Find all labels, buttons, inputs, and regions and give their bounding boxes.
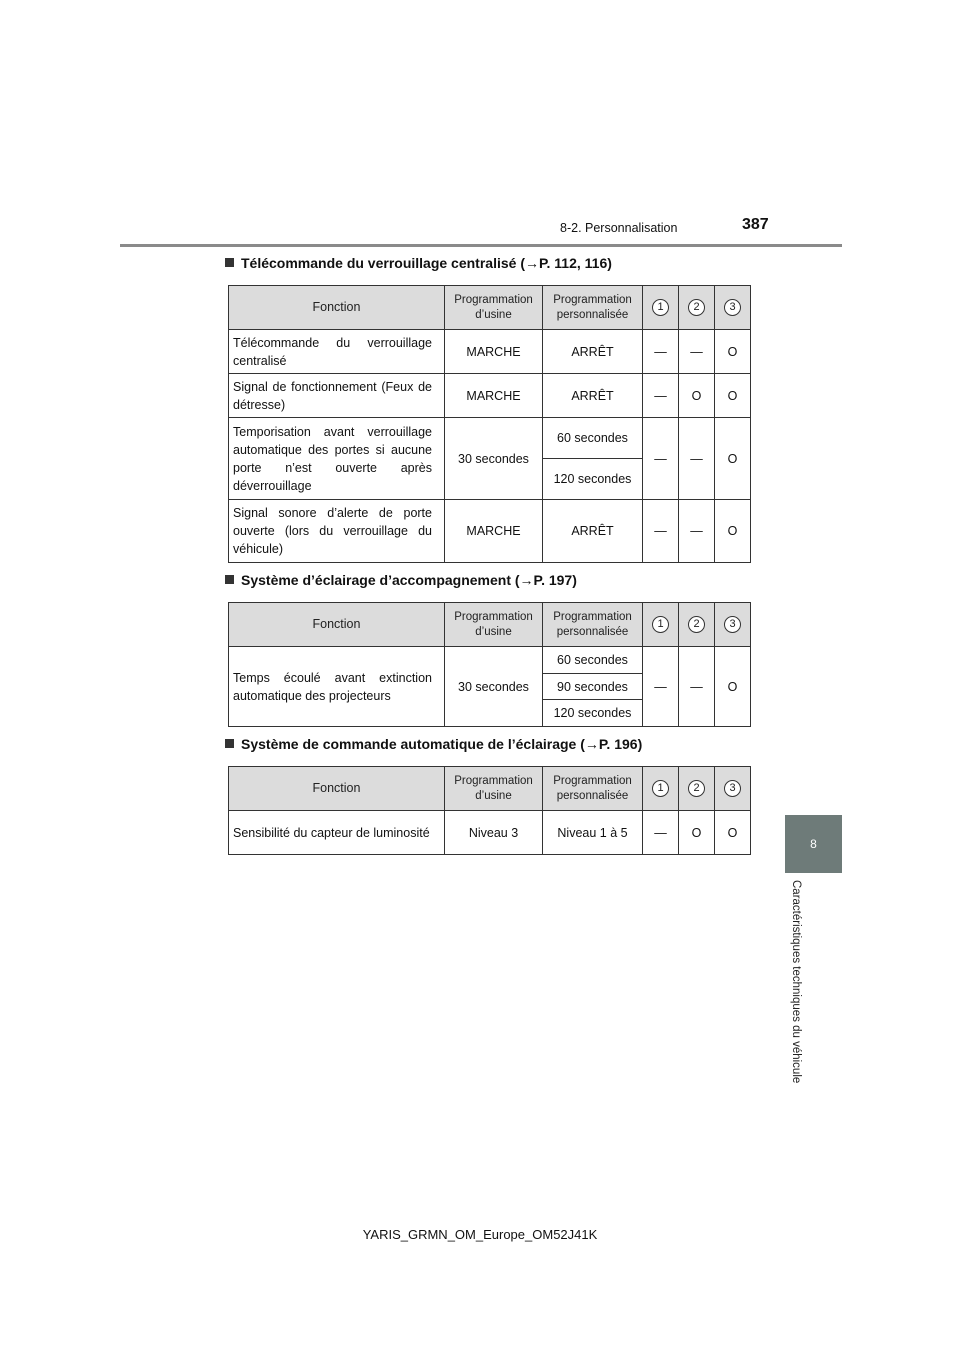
col-header-1 [643,603,679,647]
col-header-custom: Programmation personnalisée [543,767,643,811]
col-header-factory: Programmation d’usine [445,767,543,811]
table-row [229,647,751,674]
factory-cell: MARCHE [445,330,543,374]
function-cell: Sensibilité du capteur de luminosité [229,811,445,855]
table-row [229,500,751,563]
square-bullet-icon [225,258,234,267]
circled-1-icon: 1 [652,299,669,316]
circled-2-icon: 2 [688,780,705,797]
section-title: Télécommande du verrouillage centralisé (→P. 112, 116) [225,255,612,271]
circled-3-icon: 3 [724,299,741,316]
factory-cell: MARCHE [445,500,543,563]
circled-1-icon: 1 [652,616,669,633]
settings-table [228,602,751,727]
table-row [229,811,751,855]
c3-cell: O [715,811,751,855]
factory-cell: Niveau 3 [445,811,543,855]
table-header-row [229,603,751,647]
c2-cell: — [679,330,715,374]
chapter-number: 8 [810,837,817,851]
c2-cell: O [679,811,715,855]
col-header-factory: Programmation d’usine [445,603,543,647]
col-header-3 [715,286,751,330]
col-header-2 [679,286,715,330]
settings-table [228,766,751,855]
custom-cell: ARRÊT [543,500,643,563]
function-cell: Temporisation avant verrouillage automatique des portes si aucune porte n’est ouverte après déverrouillage [229,418,445,500]
c2-cell: O [679,374,715,418]
col-header-2 [679,603,715,647]
custom-cell: Niveau 1 à 5 [543,811,643,855]
c3-cell: O [715,647,751,727]
col-header-3 [715,767,751,811]
page-number: 387 [742,216,769,233]
circled-3-icon: 3 [724,780,741,797]
col-header-function: Fonction [229,767,445,811]
function-cell: Télécommande du verrouillage centralisé [229,330,445,374]
header-rule [120,244,842,247]
custom-cell: ARRÊT [543,374,643,418]
col-header-custom: Programmation personnalisée [543,286,643,330]
function-cell: Temps écoulé avant extinction automatique des projecteurs [229,647,445,727]
square-bullet-icon [225,575,234,584]
function-cell: Signal de fonctionnement (Feux de détresse) [229,374,445,418]
circled-2-icon: 2 [688,616,705,633]
c3-cell: O [715,330,751,374]
custom-cell: ARRÊT [543,330,643,374]
col-header-factory: Programmation d’usine [445,286,543,330]
chapter-title: Caractéristiques techniques du véhicule [790,880,802,1084]
c1-cell: — [643,647,679,727]
factory-cell: 30 secondes [445,647,543,727]
footer-doc-id: YARIS_GRMN_OM_Europe_OM52J41K [362,1227,598,1242]
custom-cell: 60 secondes [543,418,643,459]
section-title: Système d’éclairage d’accompagnement (→P. 197) [225,572,577,588]
c2-cell: — [679,418,715,500]
square-bullet-icon [225,739,234,748]
custom-cell: 120 secondes [543,700,643,727]
c2-cell: — [679,500,715,563]
c1-cell: — [643,500,679,563]
custom-cell: 120 secondes [543,459,643,500]
section-header: 8-2. Personnalisation [560,221,678,235]
c1-cell: — [643,330,679,374]
c1-cell: — [643,374,679,418]
settings-table [228,285,751,563]
c1-cell: — [643,418,679,500]
col-header-custom: Programmation personnalisée [543,603,643,647]
circled-1-icon: 1 [652,780,669,797]
c3-cell: O [715,418,751,500]
table-row [229,330,751,374]
col-header-1 [643,767,679,811]
section-title: Système de commande automatique de l’éclairage (→P. 196) [225,736,642,752]
table-row [229,374,751,418]
custom-cell: 90 secondes [543,674,643,700]
col-header-function: Fonction [229,286,445,330]
chapter-tab [785,815,842,873]
factory-cell: 30 secondes [445,418,543,500]
col-header-function: Fonction [229,603,445,647]
table-header-row [229,767,751,811]
custom-cell: 60 secondes [543,647,643,674]
c3-cell: O [715,374,751,418]
col-header-2 [679,767,715,811]
col-header-3 [715,603,751,647]
c3-cell: O [715,500,751,563]
table-header-row [229,286,751,330]
c1-cell: — [643,811,679,855]
table-row [229,418,751,459]
c2-cell: — [679,647,715,727]
function-cell: Signal sonore d’alerte de porte ouverte (lors du verrouillage du véhicule) [229,500,445,563]
circled-3-icon: 3 [724,616,741,633]
col-header-1 [643,286,679,330]
circled-2-icon: 2 [688,299,705,316]
factory-cell: MARCHE [445,374,543,418]
